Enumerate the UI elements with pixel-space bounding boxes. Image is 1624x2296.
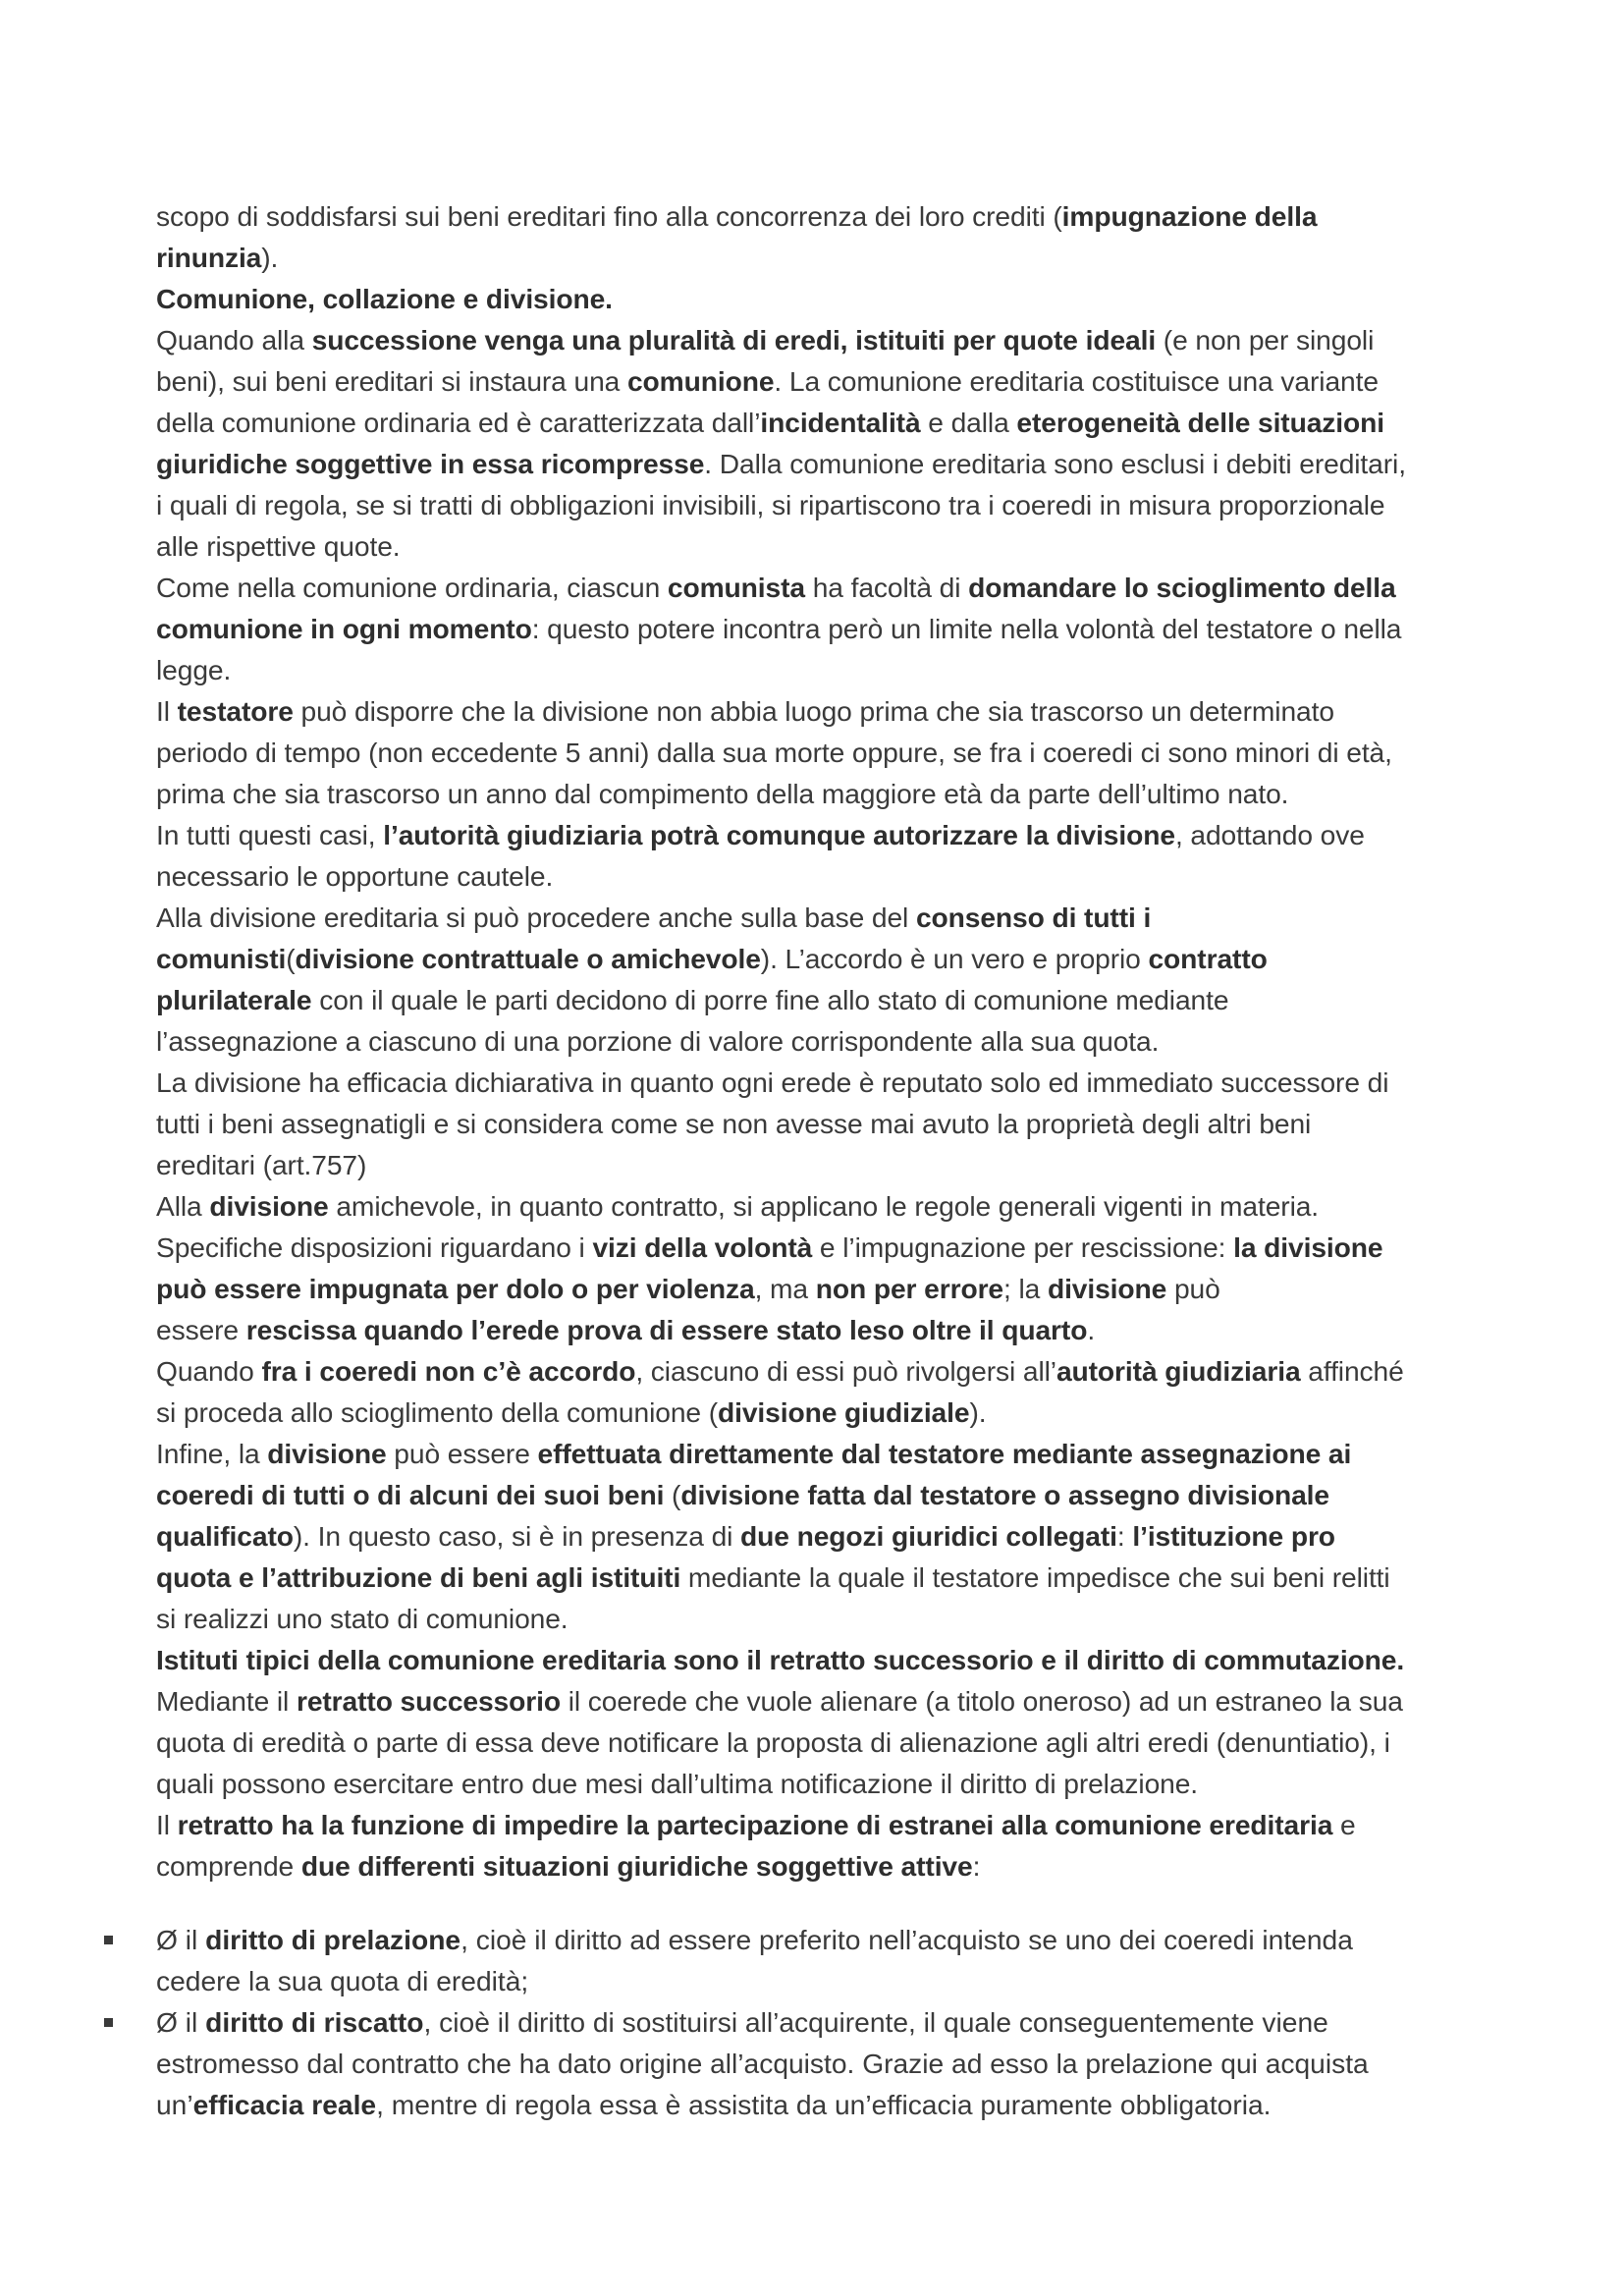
text-run: si realizzi uno stato di comunione. — [156, 1603, 568, 1634]
bold-text: divisione fatta dal testatore o assegno divisionale — [680, 1479, 1329, 1510]
bold-text: impugnazione della — [1061, 200, 1318, 232]
text-run: può — [1166, 1273, 1220, 1304]
text-run: La divisione ha efficacia dichiarativa in quanto ogni erede è reputato solo ed immediato successore di — [156, 1066, 1389, 1098]
bold-text: fra i coeredi non c’è accordo — [261, 1355, 636, 1387]
bold-text: comunisti — [156, 943, 287, 974]
text-run: mediante la quale il testatore impedisce che sui beni relitti — [680, 1561, 1390, 1593]
text-run: ( — [664, 1479, 681, 1510]
text-line — [156, 525, 1491, 567]
bold-text: Istituti tipici della comunione ereditaria sono il retratto successorio e il diritto di commutazione. — [156, 1644, 1405, 1675]
text-line — [156, 360, 1491, 402]
bold-text: l’istituzione pro — [1132, 1520, 1335, 1552]
text-run: Il — [156, 1809, 178, 1840]
text-run: alle rispettive quote. — [156, 530, 401, 562]
bold-text: l’autorità giudiziaria potrà comunque autorizzare la divisione — [383, 819, 1175, 850]
text-line — [156, 1020, 1491, 1062]
text-run: Ø il — [156, 2006, 206, 2038]
text-run: scopo di soddisfarsi sui beni ereditari fino alla concorrenza dei loro crediti ( — [156, 200, 1062, 232]
bold-text: domandare lo scioglimento della — [968, 572, 1396, 603]
list-item — [156, 2001, 1491, 2125]
text-run: amichevole, in quanto contratto, si applicano le regole generali vigenti in materia. — [328, 1190, 1320, 1222]
text-line — [156, 855, 1491, 897]
text-line — [156, 195, 1491, 237]
bold-text: la divisione — [1233, 1231, 1383, 1263]
text-run: ). L’accordo è un vero e proprio — [760, 943, 1149, 974]
bold-text: retratto successorio — [296, 1685, 561, 1717]
text-run: Ø il — [156, 1924, 206, 1955]
text-line — [156, 1185, 1491, 1227]
body-text — [156, 195, 1491, 1886]
text-line — [156, 979, 1491, 1020]
bold-text: consenso di tutti i — [915, 902, 1152, 933]
list-item — [156, 1919, 1491, 2001]
text-run: affinché — [1300, 1355, 1404, 1387]
text-line — [156, 237, 1491, 278]
text-run: ereditari (art.757) — [156, 1149, 367, 1180]
text-line — [156, 814, 1491, 855]
text-line — [156, 1144, 1491, 1185]
bold-text: due differenti situazioni giuridiche soggettive attive — [300, 1850, 973, 1882]
text-line — [156, 1598, 1491, 1639]
bold-text: rinunzia — [156, 242, 262, 273]
text-run: ha facoltà di — [804, 572, 969, 603]
text-line — [156, 1103, 1491, 1144]
bold-text: due negozi giuridici collegati — [740, 1520, 1117, 1552]
bold-text: contratto — [1148, 943, 1268, 974]
text-run: : — [972, 1850, 981, 1882]
text-line — [156, 1433, 1491, 1474]
text-line — [156, 1919, 1491, 1960]
bold-text: efficacia reale — [192, 2089, 377, 2120]
text-run: prima che sia trascorso un anno dal compimento della maggiore età da parte dell’ultimo nato. — [156, 778, 1289, 809]
bold-text: Comunione, collazione e divisione. — [156, 283, 613, 314]
bold-text: quota e l’attribuzione di beni agli istituiti — [156, 1561, 681, 1593]
bold-text: plurilaterale — [156, 984, 312, 1015]
text-run: (e non per singoli — [1156, 324, 1375, 355]
text-line — [156, 1474, 1491, 1515]
text-line — [156, 567, 1491, 608]
square-bullet-icon — [104, 1936, 113, 1944]
bold-text: qualificato — [156, 1520, 294, 1552]
bold-text: divisione — [209, 1190, 329, 1222]
text-run: quali possono esercitare entro due mesi dall’ultima notificazione il diritto di prelazione. — [156, 1768, 1199, 1799]
bold-text: rescissa quando l’erede prova di essere stato leso oltre il quarto — [245, 1314, 1088, 1345]
bold-text: comunione in ogni momento — [156, 613, 532, 644]
text-line — [156, 1392, 1491, 1433]
text-run: , adottando ove — [1174, 819, 1365, 850]
text-run: ( — [286, 943, 296, 974]
bold-text: retratto ha la funzione di impedire la partecipazione di estranei alla comunione ereditaria — [177, 1809, 1333, 1840]
text-run: , cioè il diritto ad essere preferito nell’acquisto se uno dei coeredi intenda — [460, 1924, 1353, 1955]
text-run: In tutti questi casi, — [156, 819, 384, 850]
square-bullet-icon — [104, 2018, 113, 2027]
bold-text: non per errore — [815, 1273, 1004, 1304]
text-run: Specifiche disposizioni riguardano i — [156, 1231, 593, 1263]
text-line — [156, 1227, 1491, 1268]
text-line — [156, 319, 1491, 360]
text-run: un’ — [156, 2089, 193, 2120]
bold-text: può essere impugnata per dolo o per violenza — [156, 1273, 755, 1304]
text-run: , ciascuno di essi può rivolgersi all’ — [635, 1355, 1056, 1387]
text-run: comprende — [156, 1850, 301, 1882]
text-run: si proceda allo scioglimento della comunione ( — [156, 1396, 718, 1428]
text-run: ; la — [1003, 1273, 1048, 1304]
text-run: , ma — [754, 1273, 816, 1304]
text-run: ). — [261, 242, 279, 273]
text-run: Mediante il — [156, 1685, 297, 1717]
text-run: cedere la sua quota di eredità; — [156, 1965, 529, 1996]
text-line — [156, 2043, 1491, 2084]
text-line — [156, 1350, 1491, 1392]
text-run: estromesso dal contratto che ha dato origine all’acquisto. Grazie ad esso la prelazione qui acquista — [156, 2048, 1369, 2079]
text-run: ). — [969, 1396, 987, 1428]
text-run: Quando alla — [156, 324, 312, 355]
text-line — [156, 1515, 1491, 1557]
text-line — [156, 649, 1491, 690]
bold-text: comunione — [626, 365, 775, 397]
bold-text: giuridiche soggettive in essa ricompresse — [156, 448, 705, 479]
text-line — [156, 1722, 1491, 1763]
text-line — [156, 897, 1491, 938]
text-run: i quali di regola, se si tratti di obbligazioni invisibili, si ripartiscono tra i coeredi in misura proporzionale — [156, 489, 1385, 520]
text-run: Quando — [156, 1355, 262, 1387]
text-run: della comunione ordinaria ed è caratterizzata dall’ — [156, 407, 761, 438]
text-line — [156, 402, 1491, 443]
text-run: l’assegnazione a ciascuno di una porzione di valore corrispondente alla sua quota. — [156, 1025, 1160, 1057]
text-run: Il — [156, 695, 178, 727]
text-line — [156, 1268, 1491, 1309]
bold-text: divisione giudiziale — [718, 1396, 970, 1428]
text-run: : questo potere incontra però un limite nella volontà del testatore o nella — [531, 613, 1402, 644]
text-run: . La comunione ereditaria costituisce una variante — [774, 365, 1379, 397]
text-run: può essere — [386, 1438, 538, 1469]
text-line — [156, 1062, 1491, 1103]
text-line — [156, 1639, 1491, 1680]
bullet-list — [156, 1919, 1491, 2125]
text-run: , cioè il diritto di sostituirsi all’acquirente, il quale conseguentemente viene — [423, 2006, 1328, 2038]
text-line — [156, 443, 1491, 484]
text-run: legge. — [156, 654, 232, 685]
text-run: : — [1116, 1520, 1133, 1552]
bold-text: autorità giudiziaria — [1056, 1355, 1301, 1387]
text-run: Alla — [156, 1190, 210, 1222]
bold-text: eterogeneità delle situazioni — [1016, 407, 1384, 438]
bold-text: diritto di riscatto — [205, 2006, 424, 2038]
bold-text: successione venga una pluralità di eredi, istituiti per quote ideali — [311, 324, 1157, 355]
text-run: il coerede che vuole alienare (a titolo oneroso) ad un estraneo la sua — [560, 1685, 1403, 1717]
text-run: tutti i beni assegnatigli e si considera come se non avesse mai avuto la proprietà degli altri beni — [156, 1108, 1312, 1139]
text-run: Infine, la — [156, 1438, 268, 1469]
text-run: essere — [156, 1314, 246, 1345]
text-line — [156, 1960, 1491, 2001]
bold-text: divisione — [1047, 1273, 1167, 1304]
text-run: e dalla — [920, 407, 1017, 438]
text-run: può disporre che la divisione non abbia luogo prima che sia trascorso un determinato — [293, 695, 1334, 727]
text-run: . — [1087, 1314, 1096, 1345]
text-run: Come nella comunione ordinaria, ciascun — [156, 572, 668, 603]
text-line — [156, 278, 1491, 319]
bold-text: vizi della volontà — [592, 1231, 813, 1263]
text-run: e l’impugnazione per rescissione: — [812, 1231, 1234, 1263]
text-run: . Dalla comunione ereditaria sono esclusi i debiti ereditari, — [704, 448, 1406, 479]
text-run: e — [1332, 1809, 1356, 1840]
bold-text: testatore — [177, 695, 294, 727]
text-line — [156, 1804, 1491, 1845]
text-run: Alla divisione ereditaria si può procedere anche sulla base del — [156, 902, 916, 933]
bold-text: divisione contrattuale o amichevole — [295, 943, 761, 974]
text-line — [156, 1680, 1491, 1722]
text-line — [156, 608, 1491, 649]
text-run: ). In questo caso, si è in presenza di — [293, 1520, 741, 1552]
bold-text: divisione — [267, 1438, 387, 1469]
text-run: , mentre di regola essa è assistita da un’efficacia puramente obbligatoria. — [376, 2089, 1272, 2120]
bold-text: comunista — [667, 572, 805, 603]
bold-text: diritto di prelazione — [205, 1924, 461, 1955]
text-run: quota di eredità o parte di essa deve notificare la proposta di alienazione agli altri eredi (denuntiatio), i — [156, 1726, 1390, 1758]
text-line — [156, 1557, 1491, 1598]
bold-text: effettuata direttamente dal testatore mediante assegnazione ai — [537, 1438, 1352, 1469]
text-line — [156, 1845, 1491, 1886]
text-line — [156, 2084, 1491, 2125]
text-run: necessario le opportune cautele. — [156, 860, 554, 892]
text-line — [156, 2001, 1491, 2043]
text-line — [156, 1763, 1491, 1804]
text-line — [156, 1309, 1491, 1350]
bold-text: incidentalità — [760, 407, 921, 438]
text-line — [156, 773, 1491, 814]
text-run: con il quale le parti decidono di porre fine allo stato di comunione mediante — [311, 984, 1229, 1015]
bold-text: coeredi di tutti o di alcuni dei suoi beni — [156, 1479, 665, 1510]
text-run: periodo di tempo (non eccedente 5 anni) dalla sua morte oppure, se fra i coeredi ci sono minori di età, — [156, 737, 1392, 768]
text-line — [156, 938, 1491, 979]
text-line — [156, 732, 1491, 773]
text-line — [156, 484, 1491, 525]
text-line — [156, 690, 1491, 732]
text-run: beni), sui beni ereditari si instaura una — [156, 365, 627, 397]
